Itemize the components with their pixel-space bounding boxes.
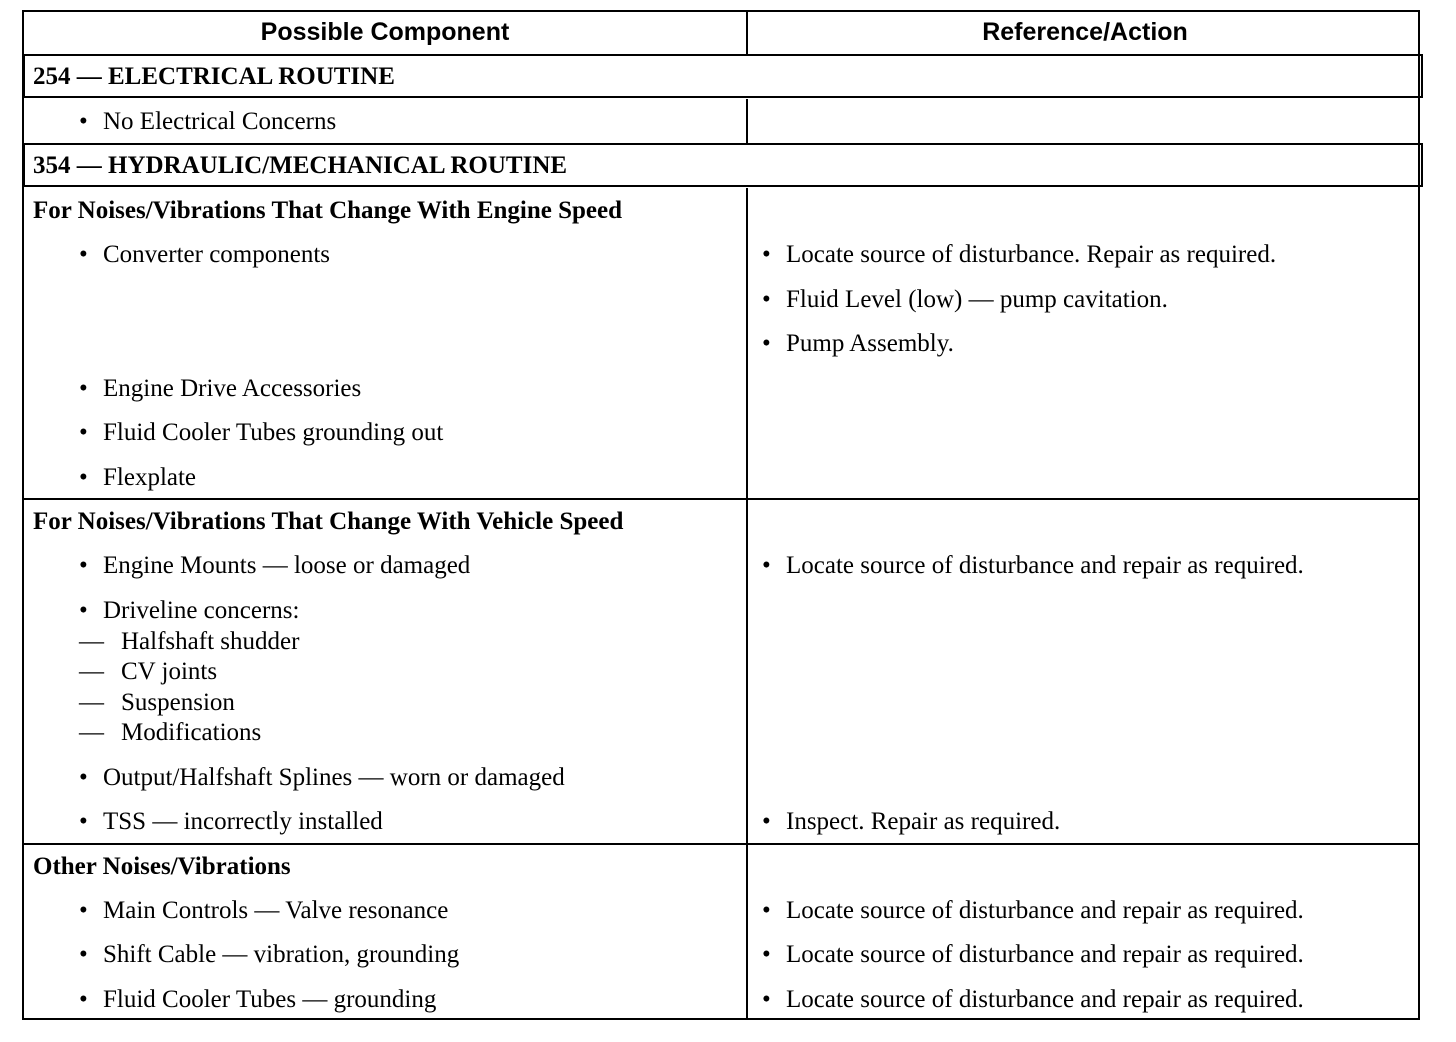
section-title-hydraulic: 354 — HYDRAULIC/MECHANICAL ROUTINE [33,152,568,179]
row-divider [24,843,1418,845]
action-item: • Locate source of disturbance and repair as required. [786,896,1304,926]
sub-list-item: Modifications [121,719,262,746]
list-item: • Engine Mounts — loose or damaged [103,551,470,581]
dash-marker: — [79,689,104,716]
dash-marker: — [79,658,104,685]
action-item: • Inspect. Repair as required. [786,807,1060,837]
column-divider [746,99,748,144]
list-item: • Engine Drive Accessories [103,374,361,404]
list-item: • Output/Halfshaft Splines — worn or damaged [103,763,565,793]
diagnostic-table [22,10,1420,1020]
group-title-engine-speed: For Noises/Vibrations That Change With Engine Speed [33,197,623,224]
sub-list-item: CV joints [121,658,218,685]
list-item: • Converter components [103,240,330,270]
list-item: • Fluid Cooler Tubes — grounding [103,985,436,1015]
column-divider [746,188,748,1020]
row-divider [24,498,1418,500]
list-item: • Flexplate [103,463,196,493]
action-item: • Pump Assembly. [786,329,954,359]
action-item: • Fluid Level (low) — pump cavitation. [786,285,1168,315]
list-item: • Shift Cable — vibration, grounding [103,940,459,970]
sub-list-item: Halfshaft shudder [121,628,300,655]
list-item: • Driveline concerns: [103,596,299,626]
action-item: • Locate source of disturbance and repair as required. [786,940,1304,970]
list-item: • Fluid Cooler Tubes grounding out [103,418,443,448]
dash-marker: — [79,719,104,746]
section-title-electrical: 254 — ELECTRICAL ROUTINE [33,63,395,90]
header-reference-action: Reference/Action [982,18,1188,46]
action-item: • Locate source of disturbance and repair as required. [786,985,1304,1015]
header-possible-component: Possible Component [260,18,510,46]
list-item: • Main Controls — Valve resonance [103,896,448,926]
list-item: • No Electrical Concerns [103,107,336,137]
action-item: • Locate source of disturbance. Repair as required. [786,240,1276,270]
list-item: • TSS — incorrectly installed [103,807,383,837]
sub-list-item: Suspension [121,689,235,716]
dash-marker: — [79,628,104,655]
group-title-other: Other Noises/Vibrations [33,853,291,880]
group-title-vehicle-speed: For Noises/Vibrations That Change With Vehicle Speed [33,508,624,535]
action-item: • Locate source of disturbance and repair as required. [786,551,1304,581]
